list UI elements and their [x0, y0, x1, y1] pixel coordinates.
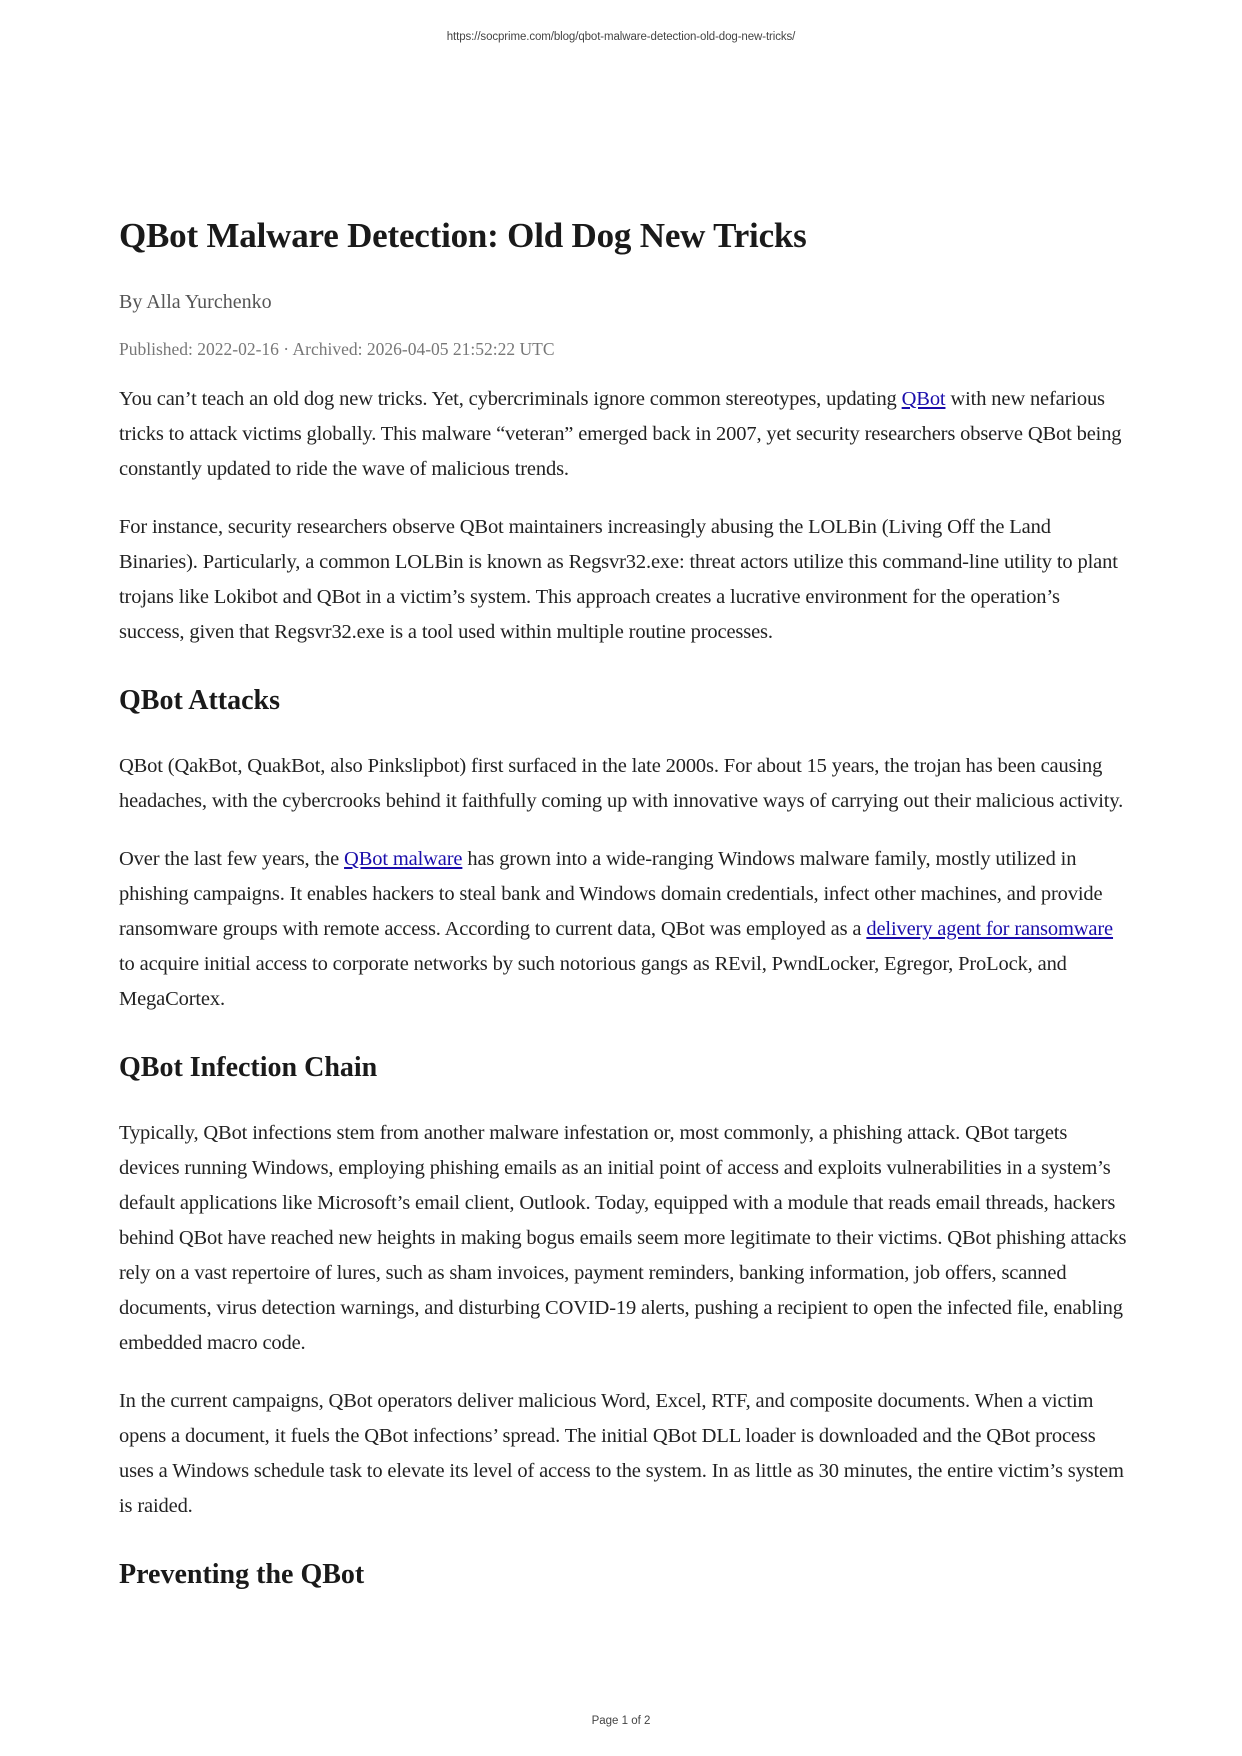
- heading-qbot-attacks: QBot Attacks: [119, 685, 280, 716]
- text: You can’t teach an old dog new tricks. Yet, cybercriminals ignore common stereotypes, updating: [119, 388, 902, 410]
- article: [119, 212, 1129, 1623]
- heading-infection-chain: QBot Infection Chain: [119, 1052, 378, 1083]
- article-body: [119, 382, 1129, 1595]
- text: with new nefarious tricks to attack victims globally. This malware “veteran” emerged back in 2007, yet security researchers observe QBot being constantly updated to ride the wave of malicious trends.: [119, 388, 1122, 480]
- article-byline: By Alla Yurchenko: [119, 291, 272, 313]
- paragraph-malware-family: [119, 842, 1129, 1017]
- text: has grown into a wide-ranging Windows malware family, mostly utilized in phishing campaigns. It enables hackers to steal bank and Windows domain credentials, infect other machines, and provide ransomware groups with remote access. According to current data, QBot was employed as a: [119, 848, 1103, 940]
- page-url-header: https://socprime.com/blog/qbot-malware-detection-old-dog-new-tricks/: [446, 31, 796, 43]
- qbot-malware-link[interactable]: QBot malware: [344, 848, 463, 870]
- paragraph-lolbin: For instance, security researchers observe QBot maintainers increasingly abusing the LOLBin (Living Off the Land Binaries). Particularly, a common LOLBin is known as Regsvr32.exe: threat actors utilize this command-line utility to plant trojans like Lokibot and QBot in a victim’s system. This approach creates a lucrative environment for the operation’s success, given that Regsvr32.exe is a tool used within multiple routine processes.: [119, 516, 1118, 643]
- article-meta: Published: 2022-02-16 · Archived: 2026-04-05 21:52:22 UTC: [119, 339, 555, 359]
- heading-preventing: Preventing the QBot: [119, 1559, 365, 1590]
- article-title: QBot Malware Detection: Old Dog New Tricks: [119, 216, 807, 255]
- text: to acquire initial access to corporate networks by such notorious gangs as REvil, PwndLocker, Egregor, ProLock, and MegaCortex.: [119, 953, 1067, 1010]
- qbot-link[interactable]: QBot: [901, 388, 946, 410]
- paragraph-campaigns: In the current campaigns, QBot operators deliver malicious Word, Excel, RTF, and composite documents. When a victim opens a document, it fuels the QBot infections’ spread. The initial QBot DLL loader is downloaded and the QBot process uses a Windows schedule task to elevate its level of access to the system. In as little as 30 minutes, the entire victim’s system is raided.: [119, 1390, 1124, 1517]
- paragraph-intro: [119, 382, 1129, 487]
- paragraph-attacks: QBot (QakBot, QuakBot, also Pinkslipbot) first surfaced in the late 2000s. For about 15 years, the trojan has been causing headaches, with the cybercrooks behind it faithfully coming up with innovative ways of carrying out their malicious activity.: [119, 755, 1124, 812]
- paragraph-infection: Typically, QBot infections stem from another malware infestation or, most commonly, a phishing attack. QBot targets devices running Windows, employing phishing emails as an initial point of access and exploits vulnerabilities in a system’s default applications like Microsoft’s email client, Outlook. Today, equipped with a module that reads email threads, hackers behind QBot have reached new heights in making bogus emails seem more legitimate to their victims. QBot phishing attacks rely on a vast repertoire of lures, such as sham invoices, payment reminders, banking information, job offers, scanned documents, virus detection warnings, and disturbing COVID-19 alerts, pushing a recipient to open the infected file, enabling embedded macro code.: [119, 1122, 1127, 1354]
- delivery-agent-link[interactable]: delivery agent for ransomware: [866, 918, 1114, 940]
- text: Over the last few years, the: [119, 848, 345, 870]
- page-number: Page 1 of 2: [591, 1715, 651, 1727]
